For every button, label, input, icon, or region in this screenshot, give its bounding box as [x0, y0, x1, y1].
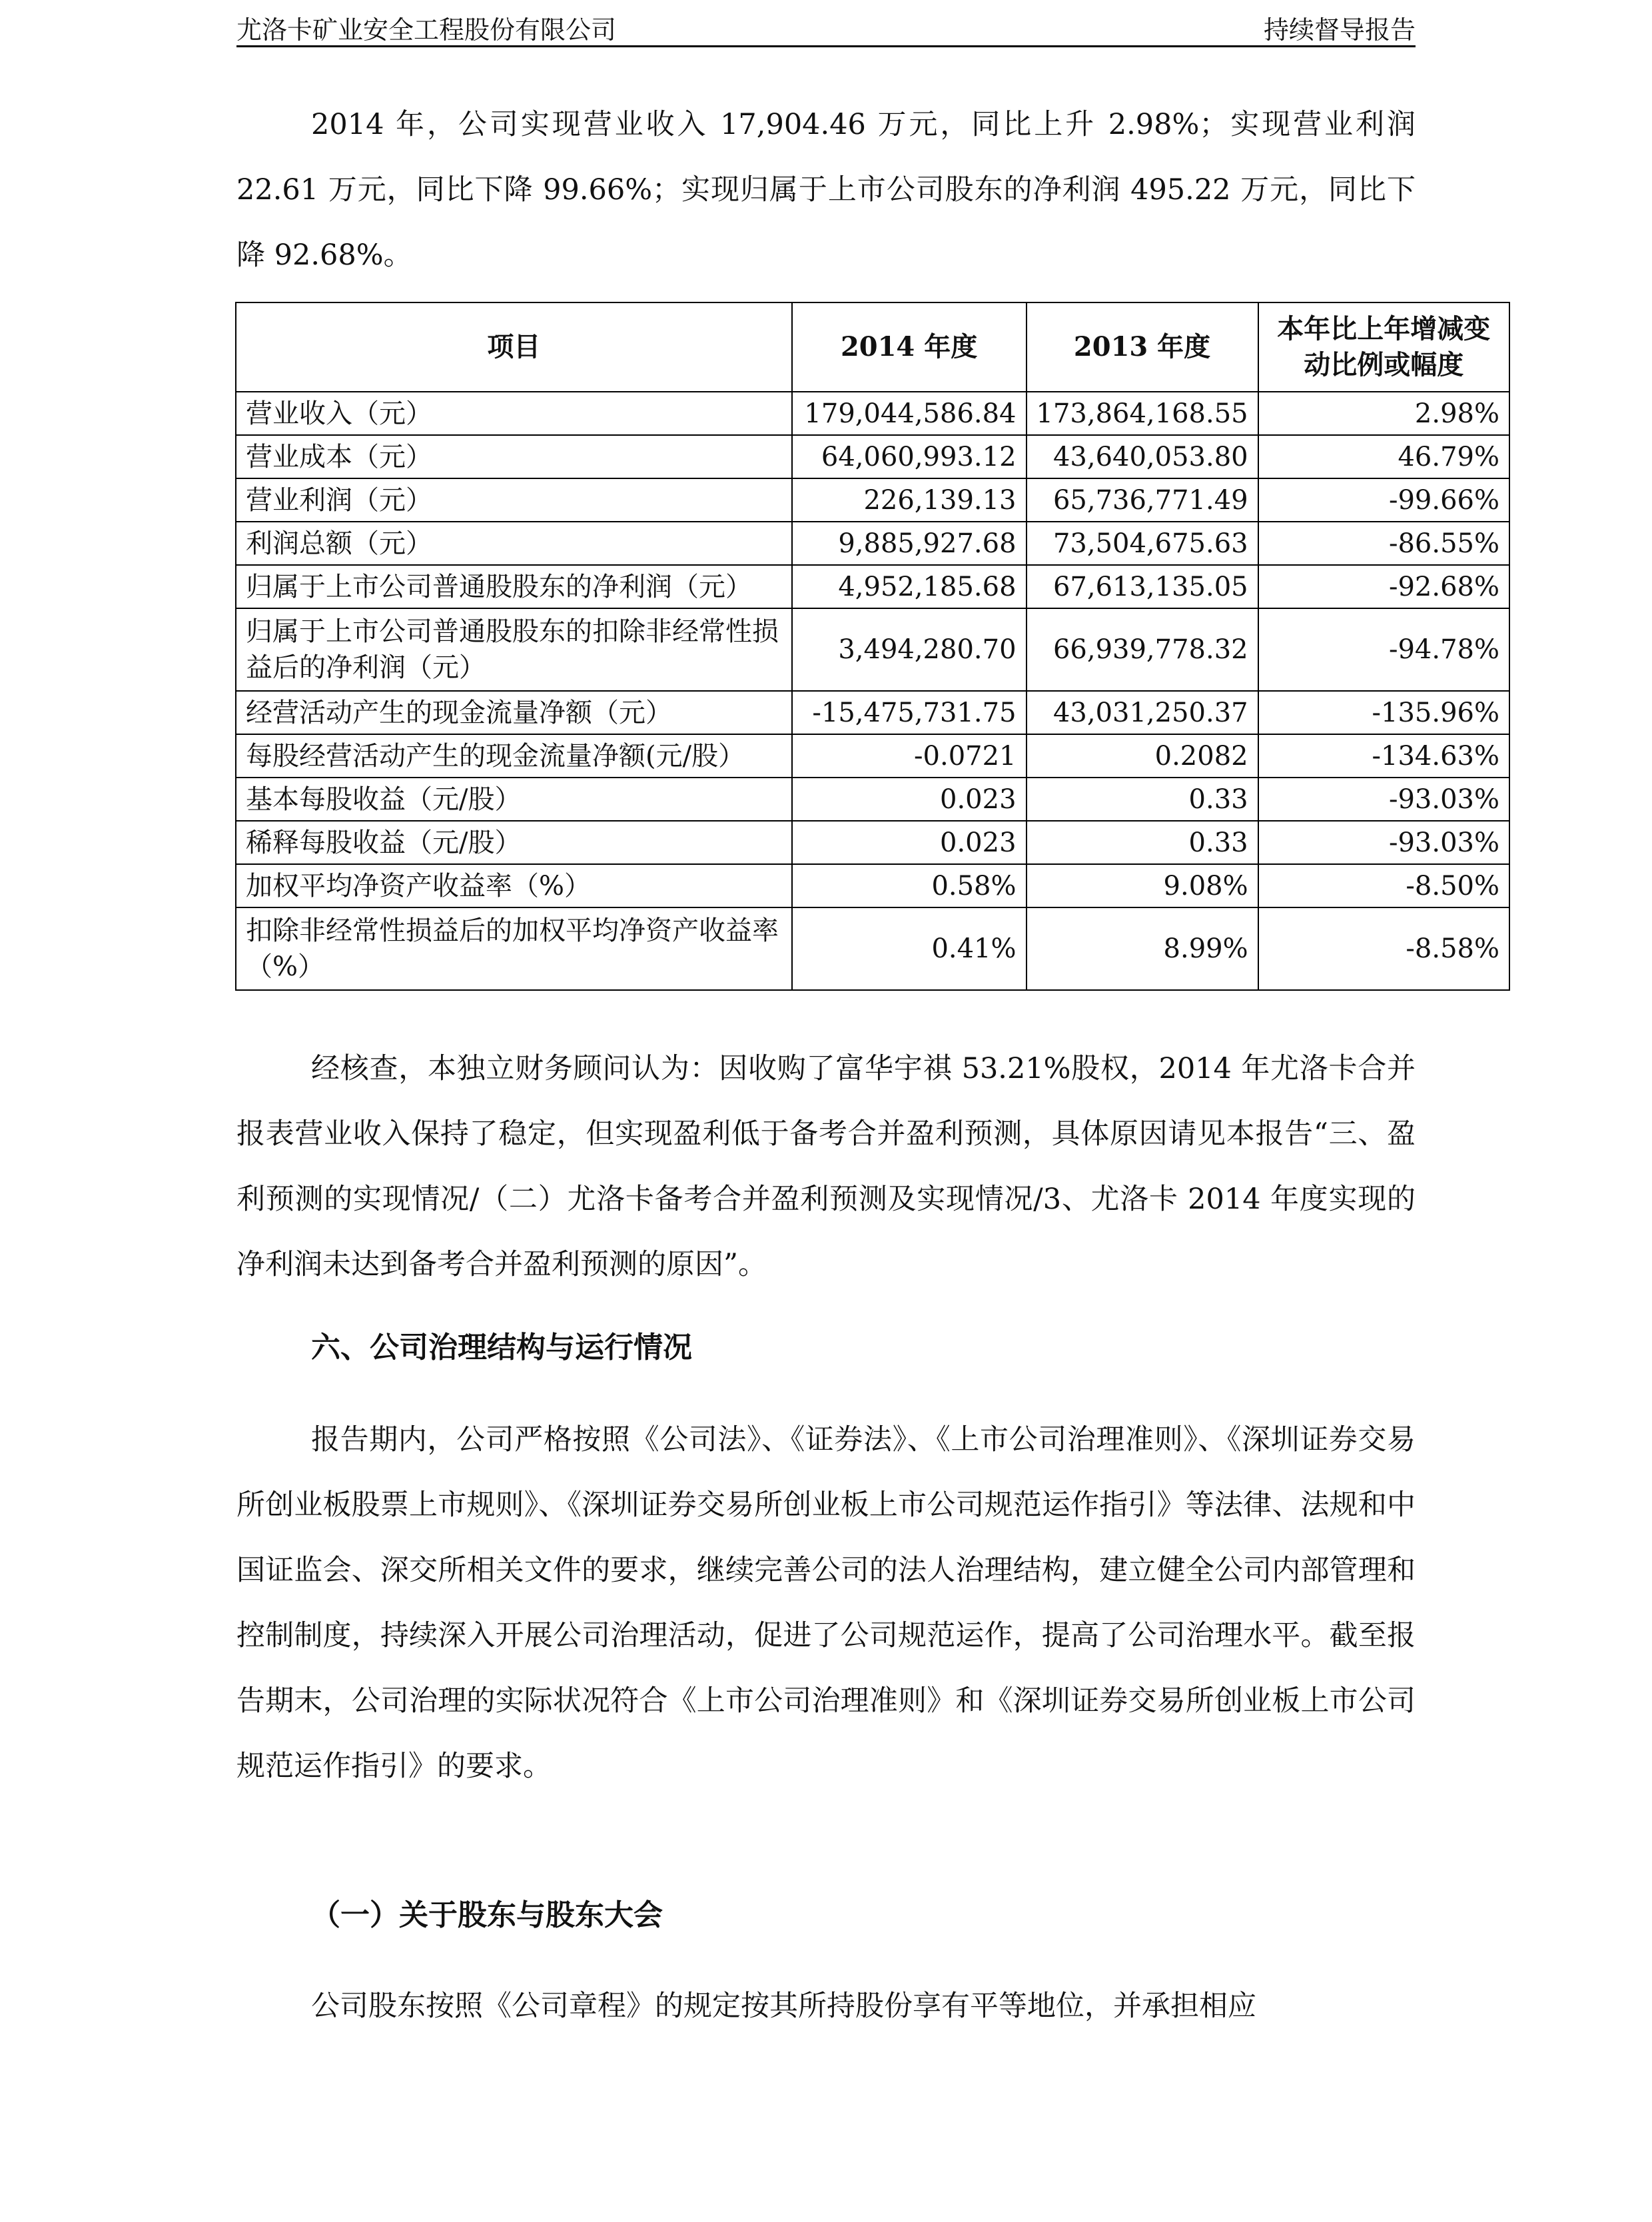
table-row — [236, 435, 1509, 478]
row-2014: 0.023 — [792, 778, 1027, 821]
row-2014: -15,475,731.75 — [792, 691, 1027, 734]
table-row — [236, 864, 1509, 907]
row-change: -8.50% — [1258, 864, 1509, 907]
row-change: -86.55% — [1258, 522, 1509, 565]
row-change: 46.79% — [1258, 435, 1509, 478]
row-item: 基本每股收益（元/股） — [236, 778, 792, 821]
table-row — [236, 734, 1509, 778]
row-item: 扣除非经常性损益后的加权平均净资产收益率（%） — [236, 907, 792, 990]
row-item: 归属于上市公司普通股股东的净利润（元） — [236, 565, 792, 608]
row-2013: 9.08% — [1027, 864, 1258, 907]
header-company: 尤洛卡矿业安全工程股份有限公司 — [236, 15, 617, 45]
row-change: -99.66% — [1258, 478, 1509, 522]
table-header-row — [236, 302, 1509, 392]
table-row — [236, 691, 1509, 734]
header-2013: 2013 年度 — [1027, 302, 1258, 392]
row-2013: 66,939,778.32 — [1027, 608, 1258, 691]
table-row — [236, 392, 1509, 435]
row-change: -93.03% — [1258, 778, 1509, 821]
row-change: 2.98% — [1258, 392, 1509, 435]
intro-paragraph: 2014 年，公司实现营业收入 17,904.46 万元，同比上升 2.98%；实现营业利润 22.61 万元，同比下降 99.66%；实现归属于上市公司股东的净利润 495.22 万元，同比下降 92.68%。 — [236, 108, 1416, 272]
row-2013: 67,613,135.05 — [1027, 565, 1258, 608]
row-2014: 0.023 — [792, 821, 1027, 864]
row-2013: 43,031,250.37 — [1027, 691, 1258, 734]
financial-table — [235, 302, 1510, 991]
row-2014: 64,060,993.12 — [792, 435, 1027, 478]
row-change: -135.96% — [1258, 691, 1509, 734]
row-2013: 73,504,675.63 — [1027, 522, 1258, 565]
shareholders-paragraph: 公司股东按照《公司章程》的规定按其所持股份享有平等地位，并承担相应 — [311, 1989, 1256, 2023]
row-2014: 0.41% — [792, 907, 1027, 990]
row-item: 营业利润（元） — [236, 478, 792, 522]
table-row — [236, 522, 1509, 565]
row-2013: 0.33 — [1027, 778, 1258, 821]
row-2014: 4,952,185.68 — [792, 565, 1027, 608]
row-2014: 3,494,280.70 — [792, 608, 1027, 691]
page-header — [236, 5, 1416, 47]
header-report-type: 持续督导报告 — [1263, 15, 1416, 45]
header-change: 本年比上年增减变动比例或幅度 — [1258, 302, 1509, 392]
row-2014: 226,139.13 — [792, 478, 1027, 522]
row-item: 稀释每股收益（元/股） — [236, 821, 792, 864]
row-2014: 0.58% — [792, 864, 1027, 907]
row-2013: 0.33 — [1027, 821, 1258, 864]
table-row — [236, 821, 1509, 864]
header-item: 项目 — [236, 302, 792, 392]
row-change: -8.58% — [1258, 907, 1509, 990]
row-2013: 173,864,168.55 — [1027, 392, 1258, 435]
header-2014: 2014 年度 — [792, 302, 1027, 392]
row-change: -92.68% — [1258, 565, 1509, 608]
row-2014: -0.0721 — [792, 734, 1027, 778]
row-item: 营业收入（元） — [236, 392, 792, 435]
row-change: -93.03% — [1258, 821, 1509, 864]
row-item: 营业成本（元） — [236, 435, 792, 478]
row-item: 经营活动产生的现金流量净额（元） — [236, 691, 792, 734]
table-row — [236, 565, 1509, 608]
row-item: 利润总额（元） — [236, 522, 792, 565]
row-2013: 8.99% — [1027, 907, 1258, 990]
row-2014: 179,044,586.84 — [792, 392, 1027, 435]
row-item: 归属于上市公司普通股股东的扣除非经常性损益后的净利润（元） — [236, 608, 792, 691]
row-2013: 0.2082 — [1027, 734, 1258, 778]
table-row — [236, 608, 1509, 691]
section-six-title: 六、公司治理结构与运行情况 — [311, 1331, 692, 1365]
row-item: 加权平均净资产收益率（%） — [236, 864, 792, 907]
row-item: 每股经营活动产生的现金流量净额(元/股） — [236, 734, 792, 778]
governance-paragraph: 报告期内，公司严格按照《公司法》、《证券法》、《上市公司治理准则》、《深圳证券交易所创业板股票上市规则》、《深圳证券交易所创业板上市公司规范运作指引》等法律、法规和中国证监会、深交所相关文件的要求，继续完善公司的法人治理结构，建立健全公司内部管理和控制制度，持续深入开展公司治理活动，促进了公司规范运作，提高了公司治理水平。截至报告期末，公司治理的实际状况符合《上市公司治理准则》和《深圳证券交易所创业板上市公司规范运作指引》的要求。 — [236, 1423, 1416, 1783]
row-2013: 65,736,771.49 — [1027, 478, 1258, 522]
row-change: -94.78% — [1258, 608, 1509, 691]
review-paragraph: 经核查，本独立财务顾问认为：因收购了富华宇祺 53.21%股权，2014 年尤洛卡合并报表营业收入保持了稳定，但实现盈利低于备考合并盈利预测，具体原因请见本报告“三、盈利预测的实现情况/（二）尤洛卡备考合并盈利预测及实现情况/3、尤洛卡 2014 年度实现的净利润未达到备考合并盈利预测的原因”。 — [236, 1052, 1416, 1281]
row-2014: 9,885,927.68 — [792, 522, 1027, 565]
row-2013: 43,640,053.80 — [1027, 435, 1258, 478]
table-row — [236, 778, 1509, 821]
table-row — [236, 478, 1509, 522]
subsection-one-title: （一）关于股东与股东大会 — [311, 1898, 663, 1932]
row-change: -134.63% — [1258, 734, 1509, 778]
table-row — [236, 907, 1509, 990]
